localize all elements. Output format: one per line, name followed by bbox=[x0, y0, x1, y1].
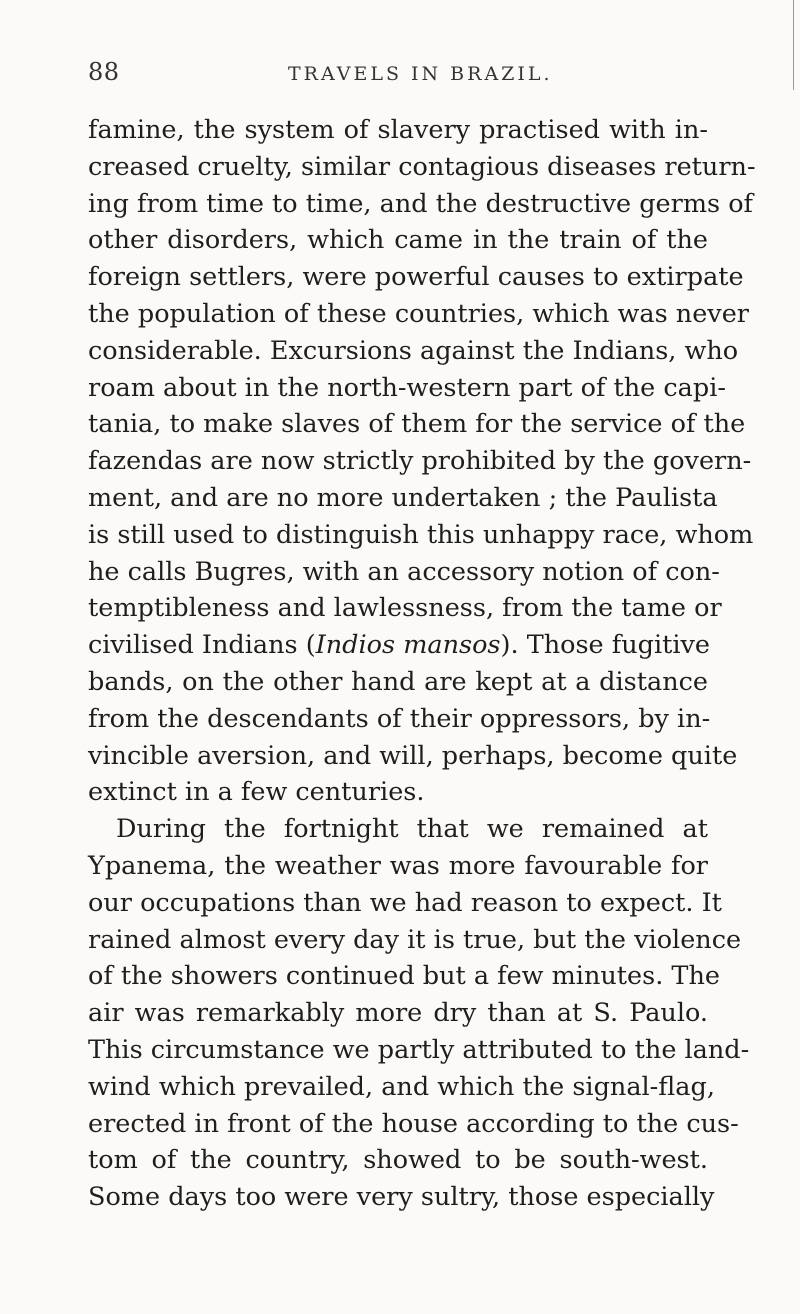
text-line-with-italic bbox=[88, 627, 708, 664]
italic-phrase: Indios mansos bbox=[315, 630, 501, 661]
text-line: fazendas are now strictly prohibited by the govern- bbox=[88, 446, 752, 477]
text-line: erected in front of the house according to the cus- bbox=[88, 1108, 739, 1139]
text-line: the population of these countries, which was never bbox=[88, 298, 749, 329]
text-line: is still used to distinguish this unhappy race, whom bbox=[88, 519, 754, 550]
text-line: temptibleness and lawlessness, from the tame or bbox=[88, 593, 722, 624]
text-line: This circumstance we partly attributed to the land- bbox=[88, 1034, 750, 1065]
text-line: of the showers continued but a few minutes. The bbox=[88, 961, 720, 992]
text-line: ment, and are no more undertaken ; the Paulista bbox=[88, 482, 718, 513]
text-line: ing from time to time, and the destructive germs of bbox=[88, 188, 753, 219]
body-text bbox=[88, 112, 756, 1216]
text-line: our occupations than we had reason to expect. It bbox=[88, 887, 722, 918]
text-line: wind which prevailed, and which the signal-flag, bbox=[88, 1071, 715, 1102]
paragraph-start-line: During the fortnight that we remained at bbox=[116, 814, 708, 845]
running-header bbox=[0, 58, 800, 94]
paragraph-end-line: extinct in a few centuries. bbox=[88, 777, 425, 808]
text-line: tom of the country, showed to be south-west. bbox=[88, 1145, 708, 1176]
text-line: vincible aversion, and will, perhaps, become quite bbox=[88, 740, 738, 771]
text-line: air was remarkably more dry than at S. Paulo. bbox=[88, 998, 708, 1029]
text-line: Ypanema, the weather was more favourable for bbox=[88, 850, 708, 881]
running-title: TRAVELS IN BRAZIL. bbox=[288, 63, 553, 85]
text-line: considerable. Excursions against the Indians, who bbox=[88, 335, 739, 366]
text-line: tania, to make slaves of them for the service of the bbox=[88, 409, 746, 440]
text-line: rained almost every day it is true, but the violence bbox=[88, 924, 742, 955]
text-line: Some days too were very sultry, those especially bbox=[88, 1182, 715, 1213]
text-segment: ). Those fugitive bbox=[500, 630, 710, 661]
text-segment: civilised Indians ( bbox=[88, 630, 316, 661]
text-line: creased cruelty, similar contagious diseases return- bbox=[88, 151, 756, 182]
text-line: other disorders, which came in the train of the bbox=[88, 225, 708, 256]
text-line: foreign settlers, were powerful causes to extirpate bbox=[88, 262, 744, 293]
text-line: he calls Bugres, with an accessory notion of con- bbox=[88, 556, 720, 587]
page-number: 88 bbox=[88, 58, 120, 86]
text-line: famine, the system of slavery practised with in- bbox=[88, 115, 708, 145]
text-line: from the descendants of their oppressors, by in- bbox=[88, 703, 711, 734]
text-line: roam about in the north-western part of the capi- bbox=[88, 372, 726, 403]
text-line: bands, on the other hand are kept at a distance bbox=[88, 666, 708, 697]
